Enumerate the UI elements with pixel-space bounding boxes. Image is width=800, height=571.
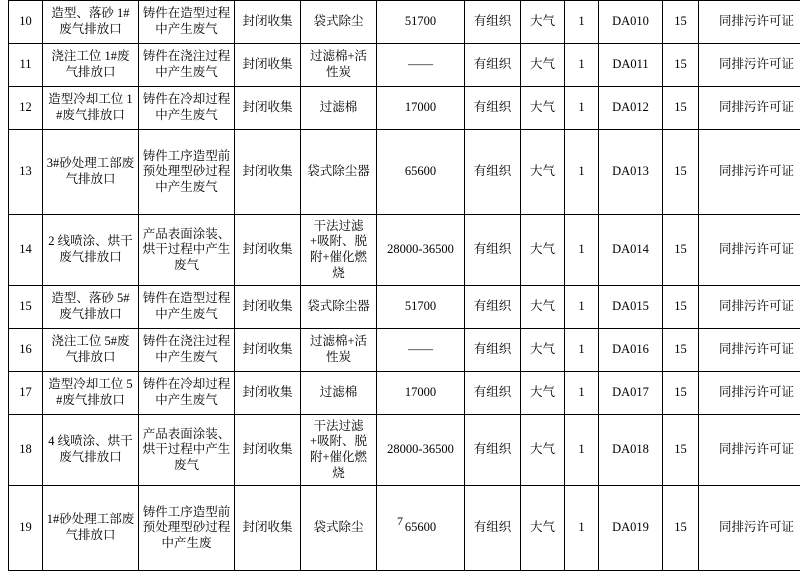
cell-collect: 封闭收集 [235, 486, 301, 571]
cell-collect: 封闭收集 [235, 87, 301, 130]
cell-source: 产品表面涂装、烘干过程中产生废气 [139, 415, 235, 486]
cell-code: DA019 [599, 486, 663, 571]
cell-outlet: 2 线喷涂、烘干废气排放口 [43, 215, 139, 286]
cell-org: 有组织 [465, 87, 521, 130]
cell-collect: 封闭收集 [235, 286, 301, 329]
cell-level: 1 [565, 486, 599, 571]
cell-treat: 过滤棉 [301, 372, 377, 415]
cell-code: DA014 [599, 215, 663, 286]
cell-height: 15 [663, 486, 699, 571]
cell-permit: 同排污许可证 [699, 130, 800, 215]
cell-flow: 51700 [377, 1, 465, 44]
cell-env: 大气 [521, 1, 565, 44]
cell-height: 15 [663, 415, 699, 486]
cell-org: 有组织 [465, 286, 521, 329]
cell-flow: 28000-36500 [377, 215, 465, 286]
cell-code: DA016 [599, 329, 663, 372]
cell-flow: 51700 [377, 286, 465, 329]
cell-level: 1 [565, 329, 599, 372]
cell-flow: 17000 [377, 87, 465, 130]
table-row [9, 44, 800, 87]
cell-level: 1 [565, 215, 599, 286]
cell-env: 大气 [521, 130, 565, 215]
cell-collect: 封闭收集 [235, 415, 301, 486]
cell-org: 有组织 [465, 130, 521, 215]
cell-level: 1 [565, 87, 599, 130]
cell-code: DA013 [599, 130, 663, 215]
cell-collect: 封闭收集 [235, 1, 301, 44]
emission-outlets-table [8, 0, 800, 571]
cell-level: 1 [565, 130, 599, 215]
cell-org: 有组织 [465, 1, 521, 44]
cell-no: 18 [9, 415, 43, 486]
cell-org: 有组织 [465, 486, 521, 571]
cell-source: 铸件在冷却过程中产生废气 [139, 87, 235, 130]
cell-env: 大气 [521, 415, 565, 486]
table-row [9, 130, 800, 215]
table-row [9, 329, 800, 372]
cell-no: 12 [9, 87, 43, 130]
cell-no: 14 [9, 215, 43, 286]
cell-height: 15 [663, 215, 699, 286]
cell-treat: 袋式除尘器 [301, 130, 377, 215]
cell-org: 有组织 [465, 44, 521, 87]
cell-flow: 65600 [377, 130, 465, 215]
cell-collect: 封闭收集 [235, 44, 301, 87]
cell-height: 15 [663, 372, 699, 415]
cell-level: 1 [565, 415, 599, 486]
cell-outlet: 4 线喷涂、烘干废气排放口 [43, 415, 139, 486]
table-row [9, 87, 800, 130]
cell-permit: 同排污许可证 [699, 1, 800, 44]
cell-flow: 17000 [377, 372, 465, 415]
cell-env: 大气 [521, 87, 565, 130]
cell-collect: 封闭收集 [235, 372, 301, 415]
cell-flow: —— [377, 329, 465, 372]
cell-permit: 同排污许可证 [699, 215, 800, 286]
cell-code: DA011 [599, 44, 663, 87]
cell-treat: 过滤棉+活性炭 [301, 329, 377, 372]
cell-no: 15 [9, 286, 43, 329]
cell-outlet: 浇注工位 5#废气排放口 [43, 329, 139, 372]
cell-permit: 同排污许可证 [699, 415, 800, 486]
cell-treat: 干法过滤+吸附、脱附+催化燃烧 [301, 215, 377, 286]
cell-no: 17 [9, 372, 43, 415]
cell-env: 大气 [521, 372, 565, 415]
cell-code: DA012 [599, 87, 663, 130]
cell-source: 铸件在冷却过程中产生废气 [139, 372, 235, 415]
cell-source: 铸件在浇注过程中产生废气 [139, 44, 235, 87]
cell-height: 15 [663, 329, 699, 372]
cell-env: 大气 [521, 215, 565, 286]
cell-level: 1 [565, 44, 599, 87]
cell-permit: 同排污许可证 [699, 286, 800, 329]
cell-code: DA018 [599, 415, 663, 486]
cell-source: 产品表面涂装、烘干过程中产生废气 [139, 215, 235, 286]
cell-height: 15 [663, 130, 699, 215]
table-row [9, 415, 800, 486]
cell-level: 1 [565, 286, 599, 329]
cell-level: 1 [565, 1, 599, 44]
cell-no: 16 [9, 329, 43, 372]
page-number: 7 [0, 514, 800, 529]
cell-height: 15 [663, 44, 699, 87]
table-row [9, 286, 800, 329]
cell-source: 铸件工序造型前预处理型砂过程中产生废 [139, 486, 235, 571]
cell-env: 大气 [521, 286, 565, 329]
cell-source: 铸件在造型过程中产生废气 [139, 286, 235, 329]
cell-permit: 同排污许可证 [699, 44, 800, 87]
cell-outlet: 造型、落砂 5#废气排放口 [43, 286, 139, 329]
cell-flow: 65600 [377, 486, 465, 571]
cell-height: 15 [663, 87, 699, 130]
cell-flow: 28000-36500 [377, 415, 465, 486]
cell-permit: 同排污许可证 [699, 372, 800, 415]
cell-org: 有组织 [465, 415, 521, 486]
cell-source: 铸件在造型过程中产生废气 [139, 1, 235, 44]
cell-no: 11 [9, 44, 43, 87]
cell-collect: 封闭收集 [235, 329, 301, 372]
cell-height: 15 [663, 1, 699, 44]
cell-env: 大气 [521, 329, 565, 372]
cell-treat: 袋式除尘 [301, 1, 377, 44]
cell-treat: 袋式除尘器 [301, 286, 377, 329]
cell-outlet: 造型冷却工位 5#废气排放口 [43, 372, 139, 415]
cell-treat: 袋式除尘 [301, 486, 377, 571]
table-row [9, 215, 800, 286]
cell-treat: 过滤棉 [301, 87, 377, 130]
cell-env: 大气 [521, 486, 565, 571]
cell-code: DA015 [599, 286, 663, 329]
cell-collect: 封闭收集 [235, 215, 301, 286]
cell-source: 铸件在浇注过程中产生废气 [139, 329, 235, 372]
cell-code: DA010 [599, 1, 663, 44]
cell-treat: 干法过滤+吸附、脱附+催化燃烧 [301, 415, 377, 486]
cell-level: 1 [565, 372, 599, 415]
cell-permit: 同排污许可证 [699, 87, 800, 130]
cell-no: 13 [9, 130, 43, 215]
cell-outlet: 浇注工位 1#废气排放口 [43, 44, 139, 87]
cell-no: 19 [9, 486, 43, 571]
table-row [9, 372, 800, 415]
cell-org: 有组织 [465, 372, 521, 415]
table-row [9, 1, 800, 44]
cell-permit: 同排污许可证 [699, 486, 800, 571]
cell-outlet: 1#砂处理工部废气排放口 [43, 486, 139, 571]
cell-org: 有组织 [465, 215, 521, 286]
cell-treat: 过滤棉+活性炭 [301, 44, 377, 87]
cell-collect: 封闭收集 [235, 130, 301, 215]
cell-no: 10 [9, 1, 43, 44]
cell-outlet: 造型冷却工位 1#废气排放口 [43, 87, 139, 130]
cell-height: 15 [663, 286, 699, 329]
cell-outlet: 3#砂处理工部废气排放口 [43, 130, 139, 215]
cell-env: 大气 [521, 44, 565, 87]
cell-org: 有组织 [465, 329, 521, 372]
cell-flow: —— [377, 44, 465, 87]
cell-permit: 同排污许可证 [699, 329, 800, 372]
cell-code: DA017 [599, 372, 663, 415]
cell-outlet: 造型、落砂 1#废气排放口 [43, 1, 139, 44]
cell-source: 铸件工序造型前预处理型砂过程中产生废气 [139, 130, 235, 215]
